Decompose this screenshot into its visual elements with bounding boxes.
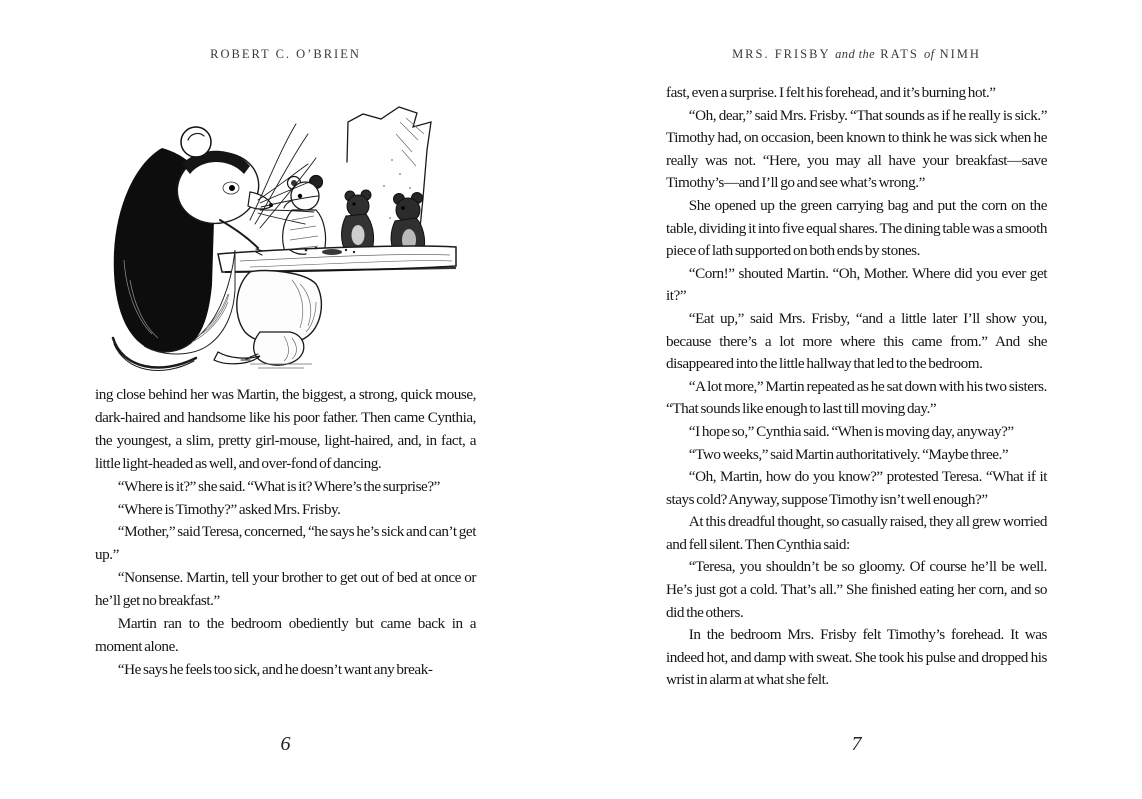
table-plank: [218, 246, 456, 272]
paragraph: “Teresa, you shouldn’t be so gloomy. Of course he’ll be well. He’s just got a cold. That’s all.” She finished eating her corn, and so did the others.: [666, 558, 1047, 621]
left-page-number: 6: [280, 733, 291, 755]
paragraph: “Oh, Martin, how do you know?” protested Teresa. “What if it stays cold? Anyway, suppose Timothy isn’t well enough?”: [666, 468, 1047, 508]
stone-support: [237, 271, 322, 369]
paragraph: “Corn!” shouted Martin. “Oh, Mother. Where did you ever get it?”: [666, 264, 1047, 305]
paragraph: “A lot more,” Martin repeated as he sat down with his two sisters. “That sounds like enough to last till moving day.”: [666, 377, 1047, 418]
paragraph: “I hope so,” Cynthia said. “When is moving day, anyway?”: [688, 422, 1014, 440]
paragraph: “Where is it?” she said. “What is it? Where’s the surprise?”: [117, 477, 440, 495]
running-head-italic-part: and the: [835, 47, 876, 61]
paragraph: “Eat up,” said Mrs. Frisby, “and a little later I’ll show you, because there’s a lot more where this came from.” And she disappeared into the little hallway that led to the bedroom.: [666, 309, 1047, 373]
paragraph: “Two weeks,” said Martin authoritatively. “Maybe three.”: [688, 445, 1009, 463]
paragraph: fast, even a surprise. I felt his forehead, and it’s burning hot.”: [666, 84, 996, 101]
right-page: [666, 0, 1047, 799]
paragraph: “Oh, dear,” said Mrs. Frisby. “That sounds as if he really is sick.” Timothy had, on occasion, been known to think he was sick when he really was not. “Here, you may all have your breakfast—save Timothy’s—and I’ll go and see what’s wrong.”: [666, 106, 1047, 192]
right-page-number: 7: [851, 733, 862, 755]
running-head-italic-part: of: [923, 47, 935, 61]
running-head-title-part: NIMH: [934, 47, 981, 61]
paragraph: “Where is Timothy?” asked Mrs. Frisby.: [117, 500, 341, 518]
left-body-text: [95, 384, 476, 682]
mice-at-table-illustration: [99, 100, 469, 372]
left-page: [95, 0, 476, 799]
left-running-head: ROBERT C. O’BRIEN: [210, 47, 361, 61]
paragraph: “Mother,” said Teresa, concerned, “he says he’s sick and can’t get up.”: [95, 523, 476, 564]
running-head-title-part: RATS: [875, 47, 924, 61]
paragraph: She opened up the green carrying bag and put the corn on the table, dividing it into five equal shares. The dining table was a smooth piece of lath supported on both ends by stones.: [666, 196, 1047, 260]
running-head-title-part: MRS. FRISBY: [732, 47, 836, 61]
right-running-head: [646, 47, 1067, 62]
paragraph: At this dreadful thought, so casually raised, they all grew worried and fell silent. Then Cynthia said:: [666, 513, 1047, 553]
paragraph: “Nonsense. Martin, tell your brother to get out of bed at once or he’ll get no breakfast.”: [95, 569, 476, 610]
paragraph: “He says he feels too sick, and he doesn’t want any break-: [117, 660, 433, 678]
right-body-text: [666, 82, 1047, 692]
paragraph: ing close behind her was Martin, the biggest, a strong, quick mouse, dark-haired and handsome like his poor father. Then came Cynthia, the youngest, a slim, pretty girl-mouse, light-haired, and, in fact, a little light-headed as well, and over-fond of dancing.: [95, 386, 476, 472]
paragraph: Martin ran to the bedroom obediently but came back in a moment alone.: [95, 615, 476, 655]
paragraph: In the bedroom Mrs. Frisby felt Timothy’s forehead. It was indeed hot, and damp with sweat. She took his pulse and dropped his wrist in alarm at what she felt.: [666, 626, 1047, 689]
small-mouse-middle: [283, 176, 326, 255]
